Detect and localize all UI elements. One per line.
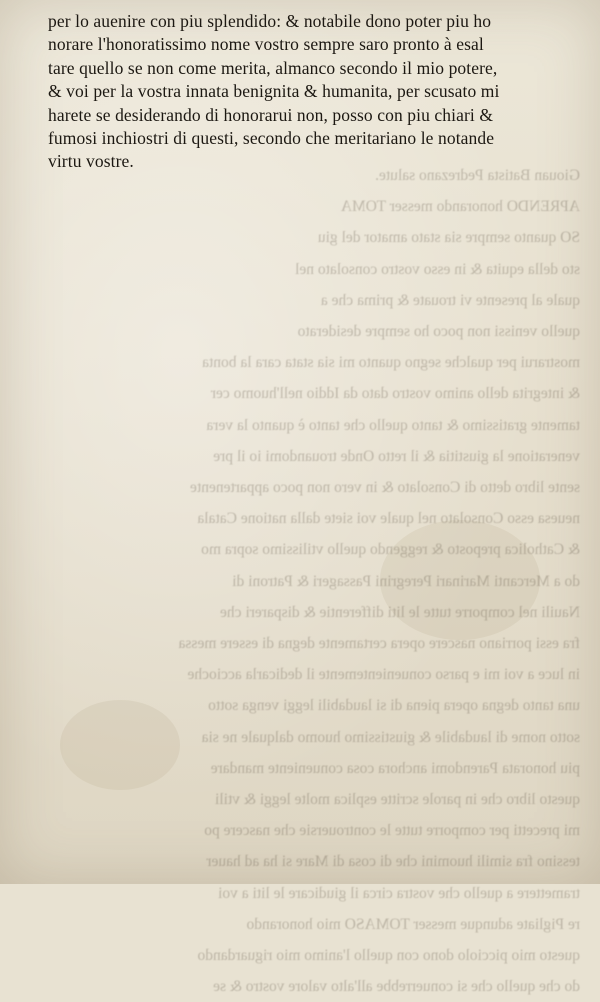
bleed-line: in luce a voi mi e parso conuenientemente il dedicarla accioche — [187, 666, 580, 684]
bleed-line: questo libro che in parole scritte esplica molte leggi & vtili — [214, 791, 580, 809]
bleed-line: sto della equita & in esso vostro consolato nel — [295, 260, 580, 278]
bleed-through-text — [40, 160, 580, 1002]
bleed-line: SO quanto sempre sia stato amator del giu — [317, 229, 580, 247]
text-line: norare l'honoratissimo nome vostro sempre saro pronto à esal — [48, 34, 484, 55]
bleed-line: una tanto degna opera piena di si laudabili leggi venga sotto — [208, 697, 580, 715]
bleed-line: do a Mercanti Marinari Peregrini Passageri & Patroni di — [232, 572, 580, 590]
bleed-line: tessino fra simili huomini che di cosa di Mare si ha ad hauer — [206, 853, 580, 871]
bleed-line: APRENDO honorando messer TOMA — [340, 198, 580, 216]
bleed-line: Nauili nel comporre tutte le liti differentie & dispareri che — [220, 603, 580, 621]
bleed-line: piu honorata Parendomi anchora cosa conueniente mandare — [210, 759, 580, 777]
page-text — [48, 10, 588, 174]
bleed-line: quale al presente vi trouate & prima che a — [320, 291, 580, 309]
text-line: virtu vostre. — [48, 151, 134, 172]
text-line: per lo auenire con piu splendido: & notabile dono poter piu ho — [48, 11, 492, 31]
bleed-line: mostrarui per qualche segno quanto mi sia stata cara la bonta — [202, 354, 580, 372]
bleed-line: & integrita dello animo vostro dato da Iddio nell'huomo cer — [210, 385, 580, 403]
bleed-line: sotto nome di laudabile & giustissimo huomo dalquale ne sia — [201, 728, 580, 746]
bleed-line: veneratione la giustitia & il retto Onde trouandomi io il pre — [213, 447, 580, 465]
bleed-line: neuesa esso Consolato nel quale voi siete dalla natione Catala — [197, 510, 580, 528]
bleed-line: re Pigliate adunque messer TOMASO mio honorando — [246, 915, 580, 933]
bleed-line: sente libro detto di Consolato & in vero non poco appartenente — [190, 479, 580, 497]
bleed-line: quello venissi non poco ho sempre desiderato — [297, 323, 580, 341]
bleed-line: & Catholica preposto & reggendo quello vtilissimo sopra mo — [201, 541, 580, 559]
text-line: fumosi inchiostri di questi, secondo che meritariano le notande — [48, 128, 495, 149]
bleed-line: mi precetti per comporre tutte le controuersie che nascere po — [204, 822, 580, 840]
bleed-line: fra essi porriano nascere opera certamente degna di essere messa — [178, 635, 580, 653]
bleed-line: questo mio picciolo dono con quello l'animo mio riguardando — [197, 947, 580, 965]
bleed-line: tramettere a quello che vostra circa il giudicare le liti a voi — [218, 884, 580, 902]
bleed-line: tamente gratissimo & tanto quello che tanto è quanto la vera — [206, 416, 580, 434]
bleed-line: do che quello che si conuerrebbe all'alto valore vostro & se — [213, 978, 580, 996]
bleed-line: Giouan Batista Pedrezano salute. — [375, 167, 580, 184]
text-line: & voi per la vostra innata benignita & humanita, per scusato mi — [48, 81, 500, 102]
text-line: tare quello se non come merita, almanco secondo il mio potere, — [48, 57, 498, 78]
text-line: harete se desiderando di honorarui non, posso con piu chiari & — [48, 104, 494, 125]
